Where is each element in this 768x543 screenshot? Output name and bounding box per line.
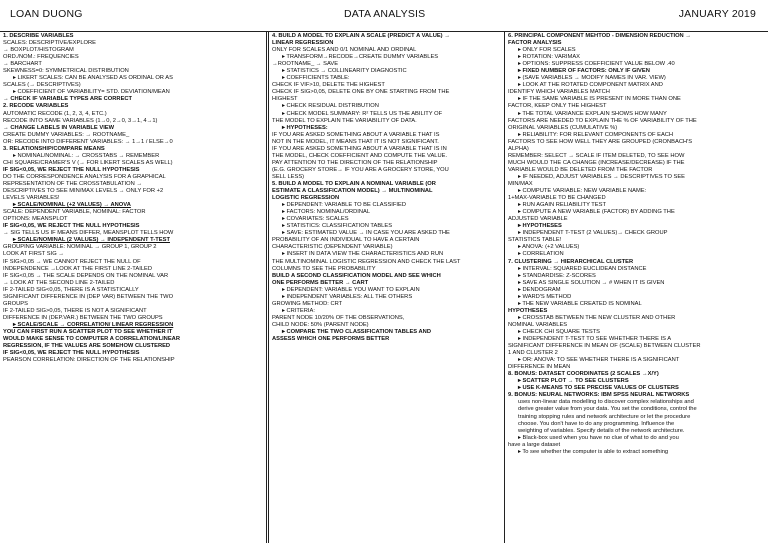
note-line: DESCRIPTIVES TO SEE MIN/MAX LEVELS → ONLY FOR +2: [3, 188, 164, 195]
note-line: ▸ To see whether the computer is able to extract something: [518, 448, 669, 455]
note-line: SKEWNESS=0: SYMMETRICAL DISTRIBUTION: [3, 68, 129, 75]
note-line: ▸ DEPENDENT: VARIABLE YOU WANT TO EXPLAIN: [282, 286, 420, 293]
note-line: STATISTICS TABLE!: [508, 237, 562, 244]
note-line: YOU CAN FIRST RUN A SCATTER PLOT TO SEE WHETHER IT: [3, 328, 173, 335]
note-line: ▸ THE TOTAL VARIANCE EXPLAIN SHOWS HOW MANY: [518, 110, 667, 117]
column-divider: [266, 31, 267, 543]
notes-column-1: [0, 31, 266, 543]
note-line: ▸ CHECK CHI SQUARE TESTS: [518, 328, 601, 335]
note-line: PARENT NODE 10/20% OF THE OBSERVATIONS,: [272, 314, 405, 321]
notes-column-2: [268, 31, 503, 543]
note-line: ▸ CORRELATION: [518, 251, 564, 258]
note-line: LINEAR REGRESSION: [272, 40, 334, 47]
note-line: ▸ CROSSTAB BETWEEN THE NEW CLUSTER AND OTHER: [518, 314, 676, 321]
note-line: ▸ INSERT IN DATA VIEW THE CHARACTERISTICS AND RUN: [282, 251, 444, 258]
note-line: ASSESS WHICH ONE PERFORMS BETTER: [272, 336, 390, 343]
note-line: ▸ STATISTICS: CLASSIFICATION TABLES: [282, 223, 393, 230]
note-line: CHARACTERISTIC (DEPENDENT VARIABLE): [272, 244, 393, 251]
note-line: GROUPS: [3, 300, 28, 307]
note-line: IF YOU ARE ASKED SOMETHING ABOUT A VARIABLE THAT IS: [272, 131, 440, 138]
note-line: THE MODEL, CHECK COEFFICIENT AND COMPUTE THE VALUE.: [272, 152, 448, 159]
note-line: ▸ CHECK RESIDUAL DISTRIBUTION: [282, 103, 379, 110]
note-line: ▸ ROTATION: VARIMAX: [518, 54, 580, 61]
note-line: ORIGINAL VARIABLES (CUMULATIVE %): [508, 124, 618, 131]
note-line: 7. CLUSTERING → HIERARCHICAL CLUSTER: [508, 258, 634, 265]
note-line: PEARSON CORRELATION: DIRECTION OF THE RELATIONSHIP: [3, 357, 175, 364]
note-line: → BOXPLOT/HISTOGRAM: [3, 47, 74, 54]
notes-column-3: [504, 31, 768, 543]
note-line: SCALES: DESCRIPTIVE/EXPLORE: [3, 40, 96, 47]
note-line: IF 2-TAILED SIG<0,05, THERE IS A STATISTICALLY: [3, 286, 139, 293]
note-line: ▸ WARD'S METHOD: [518, 293, 572, 300]
note-line: choose. You don't have to do any programming. Influence the: [518, 420, 675, 427]
note-line: ONE PERFORMS BETTER → CART: [272, 279, 369, 286]
note-line: FACTOR ANALYSIS: [508, 40, 562, 47]
note-line: ▸ COEFFICIENTS TABLE:: [282, 75, 350, 82]
note-line: IDENTIFY WHICH VARIABLES MATCH: [508, 89, 610, 96]
note-line: 5. BUILD A MODEL TO EXPLAIN A NOMINAL VARIABLE (OR: [272, 180, 436, 187]
note-line: 9. BONUS: NEURAL NETWORKS: IBM SPSS NEURAL NETWORKS: [508, 392, 690, 399]
note-line: ▸ FIXED NUMBER OF FACTORS: ONLY IF GIVEN: [518, 68, 650, 75]
note-line: ▸ LOOK AT THE ROTATED COMPONENT MATRIX AND: [518, 82, 663, 89]
notes-sheet: [0, 31, 768, 543]
note-line: ▸ SCATTER PLOT → TO SEE CLUSTERS: [518, 378, 629, 385]
note-line: MIN/MAX: [508, 180, 533, 187]
note-line: ▸ FACTORS: NOMINAL/ORDINAL: [282, 209, 371, 216]
note-line: ▸ HYPOTHESES: [518, 223, 562, 230]
note-line: SIGNIFICANT DIFFERENCE IN (DEP VAR) BETWEEN THE TWO: [3, 293, 174, 300]
note-line: → CHECK IF VARIABLE TYPES ARE CORRECT: [3, 96, 133, 103]
note-line: SIGNIFICANT DIFFERENCE IN MEAN OF (SCALE) BETWEEN CLUSTER: [508, 343, 701, 350]
note-line: CHI SQUARE/CRAMER'S V (→ FOR LIKERT SCALES AS WELL): [3, 159, 173, 166]
note-line: INDEPENDENCE →LOOK AT THE FIRST LINE 2-TAILED: [3, 265, 153, 272]
note-line: IF 2-TAILED SIG>0,05, THERE IS NOT A SIGNIFICANT: [3, 307, 147, 314]
note-line: ▸ TRANSFORM→RECODE→CREATE DUMMY VARIABLES: [282, 54, 439, 61]
document-title: DATA ANALYSIS: [344, 8, 426, 20]
note-line: ORD./NOM.: FREQUENCIES: [3, 54, 79, 61]
note-line: FACTORS TO SEE HOW WELL THEY ARE GROUPED (CRONBACH'S: [508, 138, 693, 145]
note-line: IF SIG<0,05 → THE SCALE DEPENDS ON THE NOMINAL VAR: [3, 272, 169, 279]
note-line: ▸ HYPOTHESES:: [282, 124, 328, 131]
note-line: ONLY FOR SCALES AND 0/1 NOMINAL AND ORDINAL: [272, 47, 417, 54]
note-line: SELL LESS): [272, 173, 305, 180]
note-line: OPTIONS: MEANSPLOT: [3, 216, 68, 223]
note-line: 4. BUILD A MODEL TO EXPLAIN A SCALE (PREDICT A VALUE) →: [272, 33, 450, 39]
note-line: COLUMNS TO SEE THE PROBABILITY: [272, 265, 376, 272]
note-line: REPRESENTATION OF THE CROSSTABULATION →: [3, 180, 143, 187]
note-line: ▸ COMPUTE VARIABLE: NEW VARIABLE NAME:: [518, 188, 647, 195]
note-line: VARIABLE WOULD BE DELETED FROM THE FACTOR: [508, 166, 653, 173]
note-line: SCALE: DEPENDENT VARIABLE, NOMINAL: FACTOR: [3, 209, 146, 216]
note-line: have a large dataset: [508, 441, 561, 448]
note-line: ▸ COMPARE THE TWO CLASSIFICATION TABLES AND: [282, 328, 431, 335]
note-line: derive greater value from your data. You set the conditions, control the: [518, 406, 697, 413]
note-line: BUILD A SECOND CLASSIFICATION MODEL AND SEE WHICH: [272, 272, 441, 279]
note-line: GROWING METHOD: CRT: [272, 300, 343, 307]
note-line: THE MODEL TO EXPLAIN THE VARIABILITY OF DATA.: [272, 117, 417, 124]
note-line: ▸ ANOVA: (+2 VALUES): [518, 244, 580, 251]
note-line: IF YOU ARE ASKED SOMETHING ABOUT A VARIABLE THAT IS IN: [272, 145, 447, 152]
note-line: DIFFERENCE IN MEAN: [508, 364, 571, 371]
note-line: ▸ ONLY FOR SCALES: [518, 47, 576, 54]
note-line: ▸ RELIABILITY: FOR RELEVANT COMPONENTS OF EACH: [518, 131, 674, 138]
note-line: ▸ SCALE/NOMINAL (2 VALUES) → INDEPENDENT T-TEST: [13, 237, 170, 244]
note-line: ▸ RUN AGAIN RELIABILITY TEST: [518, 202, 606, 209]
note-line: → BARCHART: [3, 61, 42, 68]
note-line: IF SIG<0,05, WE REJECT THE NULL HYPOTHESIS: [3, 166, 140, 173]
author-name: LOAN DUONG: [10, 8, 83, 20]
note-line: ▸ THE NEW VARIABLE CREATED IS NOMINAL: [518, 300, 642, 307]
note-line: PROBABILITY OF AN INDIVIDUAL TO HAVE A CERTAIN: [272, 237, 420, 244]
note-line: LOGISTIC REGRESSION: [272, 195, 340, 202]
note-line: ▸ COEFFICIENT OF VARIABILITY= STD. DEVIATION/MEAN: [13, 89, 170, 96]
note-line: THE MULTINOMINAL LOGISTIC REGRESSION AND CHECK THE LAST: [272, 258, 461, 265]
note-line: HIGHEST: [272, 96, 298, 103]
note-line: ▸ SCALE/SCALE → CORRELATION/ LINEAR REGRESSION: [13, 321, 174, 328]
note-line: ▸ COVARIATES: SCALES: [282, 216, 349, 223]
note-line: LOOK AT FIRST SIG →: [3, 251, 65, 258]
note-line: 1. DESCRIBE VARIABLES: [3, 33, 74, 39]
note-line: IF SIG>0,05 → WE CANNOT REJECT THE NULL OF: [3, 258, 141, 265]
note-line: ▸ INDEPENDENT T-TEST (2 VALUES)→ CHECK GROUP: [518, 230, 668, 237]
note-line: ▸ COMPUTE A NEW VARIABLE (FACTOR) BY ADDING THE: [518, 209, 675, 216]
note-line: →ROOTNAME_ → SAVE: [272, 61, 339, 68]
note-line: FACTORS ARE NEEDED TO EXPLAIN THE % OF VARIABILITY OF THE: [508, 117, 697, 124]
note-line: ▸ OPTIONS: SUPPRESS COEFFICIENT VALUE BELOW .40: [518, 61, 675, 68]
note-line: ▸ DENDOGRAM: [518, 286, 561, 293]
note-line: ▸ IF NEEDED, ADJUST VARIABLES → DESCRIPTIVES TO SEE: [518, 173, 686, 180]
note-line: NOMINAL VARIABLES: [508, 321, 568, 328]
note-line: DO THE CORRESPONDENCE ANALYSIS FOR A GRAPHICAL: [3, 173, 166, 180]
note-line: GROUPING VARIABLE: NOMINAL → GROUP 1, GROUP 2: [3, 244, 157, 251]
note-line: uses non-linear data modelling to discover complex relationships and: [518, 399, 694, 406]
note-line: WOULD MAKE SENSE TO COMPUTER A CORRELATION/LINEAR: [3, 336, 180, 343]
note-line: ▸ INTERVAL: SQUARED EUCLIDEAN DISTANCE: [518, 265, 647, 272]
note-line: ▸ SAVE: ESTIMATED VALUE → IN CASE YOU ARE ASKED THE: [282, 230, 450, 237]
note-line: (E.G. GROCERY STORE→ IF YOU ARE A GROCERY STORE, YOU: [272, 166, 449, 173]
note-line: HYPOTHESES: [508, 307, 548, 314]
note-line: → SIG TELLS US IF MEANS DIFFER, MEANSPLOT TELLS HOW: [3, 230, 174, 237]
note-line: REGRESSION, IF THE VALUES ARE SOMEHOW CLUSTERED: [3, 343, 171, 350]
note-line: ▸ SAVE AS SINGLE SOLUTION → # WHEN IT IS GIVEN: [518, 279, 665, 286]
note-line: CHECK IF VIF>10, DELETE THE HIGHEST: [272, 82, 385, 89]
note-line: ▸ DEPENDENT: VARIABLE TO BE CLASSIFIED: [282, 202, 406, 209]
note-line: ▸ Black-box used when you have no clue of what to do and you: [518, 434, 679, 441]
note-line: 6. PRINCIPAL COMPONENT MEHTOD - DIMENSION REDUCTION →: [508, 33, 692, 39]
note-line: training stopping rules and network architecture or let the procedure: [518, 413, 691, 420]
note-line: ▸ IF THE SAME VARIABLE IS PRESENT IN MORE THAN ONE: [518, 96, 681, 103]
note-line: 8. BONUS: DATASET COORDINATES (2 SCALES →X/Y): [508, 371, 659, 378]
note-line: IF SIG<0,05, WE REJECT THE NULL HYPOTHESIS: [3, 223, 140, 230]
document-date: JANUARY 2019: [678, 8, 756, 20]
note-line: ▸ LIKERT SCALES: CAN BE ANALYSED AS ORDINAL OR AS: [13, 75, 173, 82]
note-line: MUCH WOULD THE CA CHANGE (INCREASE/DECREASE) IF THE: [508, 159, 685, 166]
note-line: IF SIG<0,05, WE REJECT THE NULL HYPOTHESIS: [3, 350, 140, 357]
note-line: DIFFERENCE IN (DEP.VAR.) BETWEEN THE TWO GROUPS: [3, 314, 163, 321]
note-line: FACTOR, KEEP ONLY THE HIGHEST: [508, 103, 607, 110]
note-line: ▸ STANDARDISE: Z-SCORES: [518, 272, 596, 279]
note-line: PAY ATTENTION TO THE DIRECTION OF THE RELATIONSHIP: [272, 159, 438, 166]
note-line: ESTIMATE A CLASSIFICATION MODEL) → MULTINOMINAL: [272, 188, 433, 195]
note-line: 3. RELATIONSHIP/COMPARE MEANS: [3, 145, 105, 152]
note-line: ALPHA): [508, 145, 529, 152]
note-line: CHILD NODE: 50% (PARENT NODE): [272, 321, 369, 328]
note-line: 1 AND CLUSTER 2: [508, 350, 558, 357]
note-line: RECODE INTO SAME VARIABLES (1→0, 2→0, 3→1, 4→1): [3, 117, 158, 124]
note-line: OR: RECODE INTO DIFFERENT VARIABLES: → 1→1 / ELSE→0: [3, 138, 173, 145]
note-line: ▸ NOMINAL/NOMINAL: → CROSSTABS → REMEMBER: [13, 152, 160, 159]
note-line: weighting of variables. Specify details of the network architecture.: [518, 427, 685, 434]
note-line: ▸ (SAVE VARIABLES → MODIFY NAMES IN VAR. VIEW): [518, 75, 666, 82]
note-line: CHECK IF SIG>0,05, DELETE ONE BY ONE STARTING FROM THE: [272, 89, 450, 96]
note-line: CREATE DUMMY VARIABLES: → ROOTNAME_: [3, 131, 130, 138]
note-line: ▸ SCALE/NOMINAL (+2 VALUES) → ANOVA: [13, 202, 131, 209]
note-line: ▸ CRITERIA:: [282, 307, 315, 314]
note-line: AUTOMATIC RECODE (1, 2, 3, 4, ETC.): [3, 110, 107, 117]
note-line: LEVELS VARIABLES!: [3, 195, 60, 202]
note-line: ▸ OR: ANOVA: TO SEE WHETHER THERE IS A SIGNIFICANT: [518, 357, 680, 364]
note-line: ▸ STATISTICS → COLLINEARITY DIAGNOSTIC: [282, 68, 407, 75]
note-line: ADJUSTED VARIABLE: [508, 216, 568, 223]
note-line: ▸ INDEPENDENT T-TEST TO SEE WHETHER THERE IS A: [518, 336, 672, 343]
note-line: SCALES (→ DESCRIPTIVES): [3, 82, 81, 89]
note-line: REMEMBER: SELECT → SCALE IF ITEM DELETED, TO SEE HOW: [508, 152, 685, 159]
note-line: 2. RECODE VARIABLES: [3, 103, 69, 110]
note-line: ▸ CHECK MODEL SUMMARY: R² TELLS US THE ABILITY OF: [282, 110, 443, 117]
note-line: ▸ INDEPENDENT VARIABLES: ALL THE OTHERS: [282, 293, 413, 300]
note-line: ▸ USE K-MEANS TO SEE PRECISE VALUES OF CLUSTERS: [518, 385, 679, 392]
note-line: → CHANGE LABELS IN VARIABLE VIEW: [3, 124, 115, 131]
note-line: → LOOK AT THE SECOND LINE 2-TAILED: [3, 279, 115, 286]
note-line: 1+MAX-VARIABLE TO BE CHANGED: [508, 195, 606, 202]
note-line: NOT IN THE MODEL, IT MEANS THAT IT IS NOT SIGNIFICANT.: [272, 138, 439, 145]
